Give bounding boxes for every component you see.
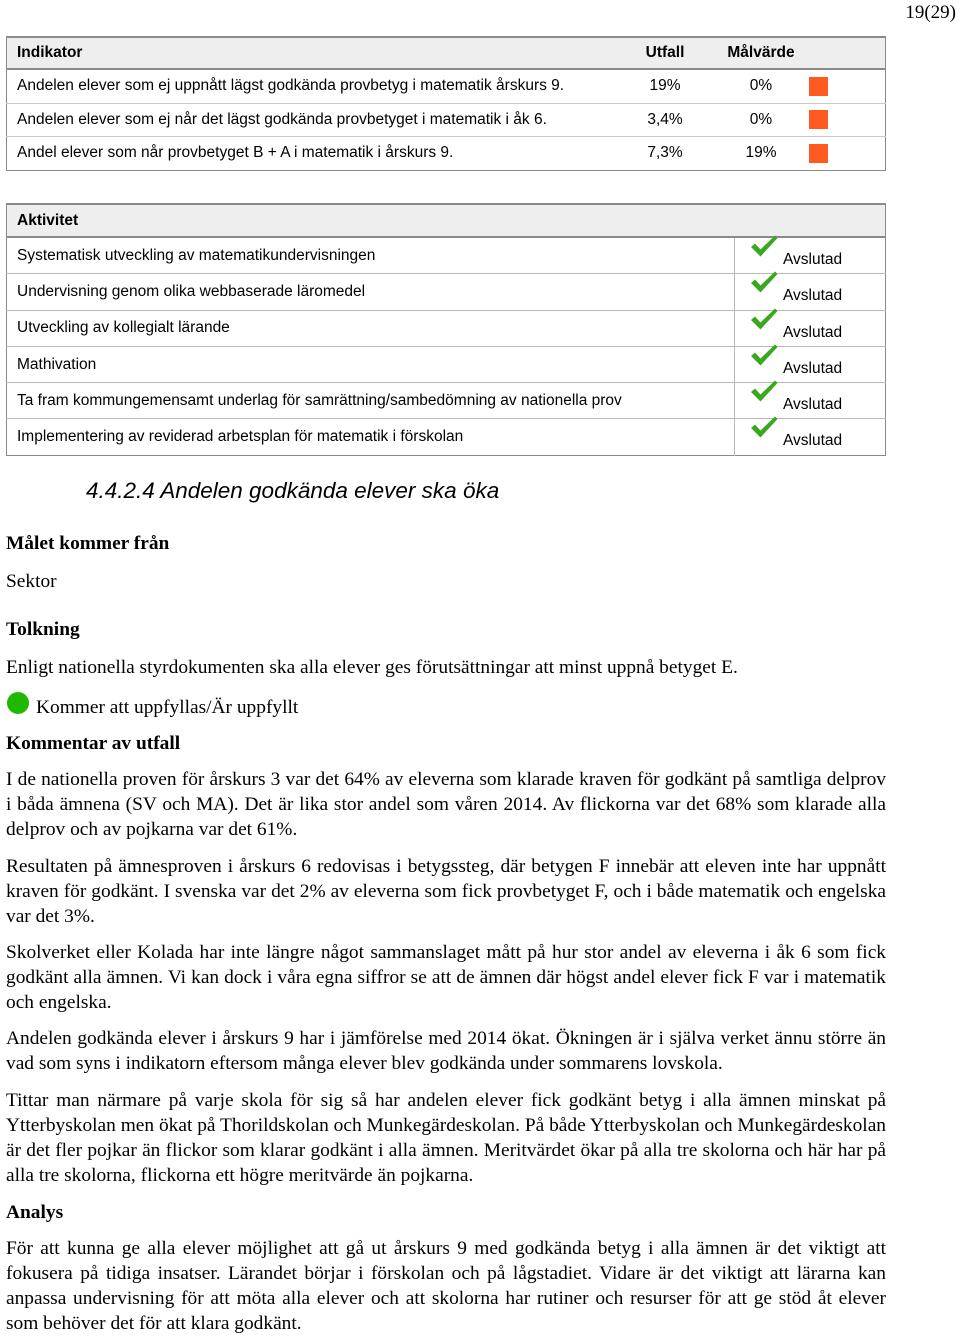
comment-paragraph: Tittar man närmare på varje skola för sig så har andelen elever fick godkänt betyg i alla ämnen minskat på Ytterbyskolan men ökat på Thorildskolan och Munkegärdeskolan. På både Ytterbyskolan och Munkegärdeskolan är det fler pojkar än flickor som klarar godkänt i alla ämnen. Meritvärdet ökar på alla tre skolorna och här har på alla tre skolorna, flickorna ett högre meritvärde än pojkarna. [6, 1090, 886, 1186]
status-square-icon [809, 110, 828, 129]
activity-row [7, 346, 886, 382]
activity-column-header: Aktivitet [7, 204, 886, 237]
activity-label: Systematisk utveckling av matematikundervisningen [7, 237, 735, 274]
comment-heading: Kommentar av utfall [6, 733, 181, 754]
result-column-header: Utfall [617, 37, 713, 69]
activity-label: Utveckling av kollegialt lärande [7, 310, 735, 346]
activity-status-cell [735, 237, 886, 274]
indicator-column-header: Indikator [7, 37, 618, 69]
interpretation-heading: Tolkning [6, 619, 80, 640]
activity-row [7, 310, 886, 346]
activity-row [7, 274, 886, 310]
indicator-table [6, 36, 886, 171]
status-square-icon [809, 77, 828, 96]
indicator-result: 19% [617, 69, 713, 103]
activity-status-cell [735, 274, 886, 310]
activity-header-row [7, 204, 886, 237]
interpretation-text: Enligt nationella styrdokumenten ska alla elever ges förutsättningar att minst uppnå betyget E. [6, 657, 738, 678]
indicator-label: Andel elever som når provbetyget B + A i matematik i årskurs 9. [17, 144, 454, 162]
activity-status-label: Avslutad [783, 323, 843, 341]
indicator-result: 3,4% [617, 103, 713, 137]
checkmark-icon [749, 379, 779, 405]
status-square-icon [809, 144, 828, 163]
indicator-target: 0% [713, 103, 809, 137]
checkmark-icon [749, 270, 779, 296]
activity-status-label: Avslutad [783, 359, 843, 377]
comment-paragraph: Skolverket eller Kolada har inte längre något sammanslaget mått på hur stor andel av eleverna i åk 6 som fick godkänt alla ämnen. Vi kan dock i våra egna siffror se att de ämnen där högst andel elever fick F var i matematik och engelska. [6, 942, 886, 1013]
indicator-status-cell [809, 137, 886, 171]
activity-status-label: Avslutad [783, 251, 843, 268]
activity-label: Undervisning genom olika webbaserade läromedel [7, 274, 735, 310]
status-column-header [809, 37, 886, 69]
indicator-label: Andelen elever som ej når det lägst godkända provbetyget i matematik i åk 6. [7, 103, 618, 137]
checkmark-icon [749, 307, 779, 333]
target-column-header: Målvärde [713, 37, 809, 69]
comment-paragraph: I de nationella proven för årskurs 3 var det 64% av eleverna som klarade kraven för godkänt på samtliga delprov i båda ämnena (SV och MA). Det är lika stor andel som våren 2014. Av flickorna var det 68% som klarade alla delprov och av pojkarna var det 61%. [6, 769, 886, 840]
indicator-target: 19% [745, 144, 777, 162]
indicator-status-cell [809, 69, 886, 103]
checkmark-icon [749, 234, 779, 260]
activity-status-cell [735, 419, 886, 455]
comment-paragraph: Andelen godkända elever i årskurs 9 har i jämförelse med 2014 ökat. Ökningen är i själva verket ännu större än vad som syns i indikatorn eftersom många elever blev godkända under sommarens lovskola. [6, 1028, 886, 1074]
activity-row [7, 419, 886, 455]
page-number: 19(29) [905, 2, 956, 23]
activity-label: Ta fram kommungemensamt underlag för samrättning/sambedömning av nationella prov [7, 383, 735, 419]
section-heading: 4.4.2.4 Andelen godkända elever ska öka [86, 478, 500, 503]
activity-row [7, 237, 886, 274]
indicator-status-cell [809, 103, 886, 137]
activity-table [6, 203, 886, 456]
checkmark-icon [749, 343, 779, 369]
goal-status-text: Kommer att uppfyllas/Är uppfyllt [36, 697, 299, 718]
indicator-result: 7,3% [647, 144, 683, 162]
activity-status-cell [735, 383, 886, 419]
indicator-header-row [7, 37, 886, 69]
status-dot-icon [7, 692, 29, 714]
analysis-heading: Analys [6, 1202, 64, 1223]
activity-label: Implementering av reviderad arbetsplan för matematik i förskolan [17, 428, 464, 446]
indicator-target: 0% [713, 69, 809, 103]
activity-status-label: Avslutad [783, 287, 843, 305]
checkmark-icon [749, 415, 779, 441]
activity-status-label: Avslutad [783, 432, 843, 450]
indicator-label: Andelen elever som ej uppnått lägst godkända provbetyg i matematik årskurs 9. [7, 69, 618, 103]
indicator-row [7, 69, 886, 103]
comment-paragraph: Resultaten på ämnesproven i årskurs 6 redovisas i betygssteg, där betygen F innebär att eleven inte har uppnått kraven för godkänt. I svenska var det 2% av eleverna som fick provbetyget F, och i både matematik och engelska var det 3%. [6, 856, 886, 927]
activity-status-cell [735, 346, 886, 382]
origin-label: Målet kommer från [6, 533, 170, 554]
origin-value: Sektor [6, 571, 57, 592]
analysis-text: För att kunna ge alla elever möjlighet att gå ut årskurs 9 med godkända betyg i alla ämnen är det viktigt att fokusera på tidiga insatser. Lärandet börjar i förskolan och på lågstadiet. Vidare är det viktigt att lärarna kan anpassa undervisning för att möta alla elever och att skolorna har rutiner och resurser för att ge stöd åt elever som behöver det för att klara godkänt. [6, 1238, 886, 1334]
indicator-row [7, 137, 886, 171]
indicator-row [7, 103, 886, 137]
activity-status-label: Avslutad [783, 396, 843, 414]
activity-label: Mathivation [7, 346, 735, 382]
activity-row [7, 383, 886, 419]
activity-status-cell [735, 310, 886, 346]
